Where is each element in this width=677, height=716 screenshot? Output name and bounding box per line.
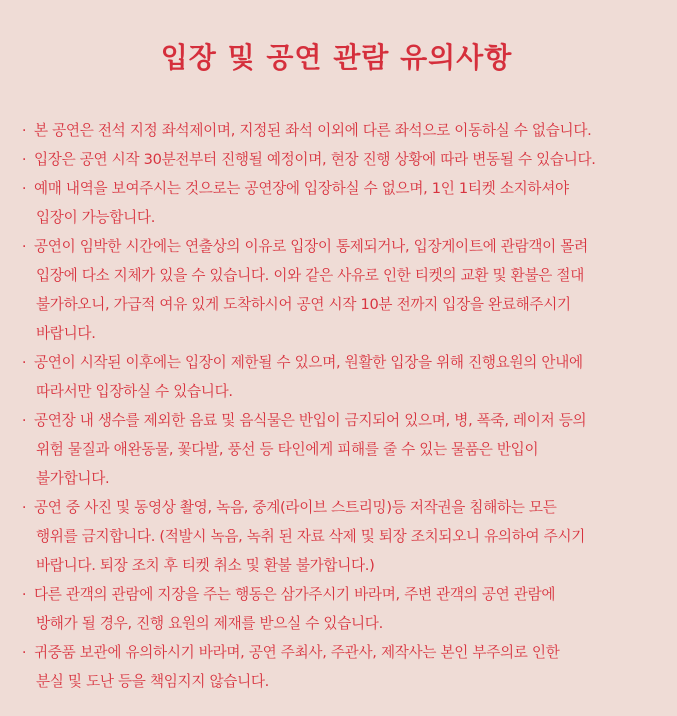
notice-text-line: 입장은 공연 시작 30분전부터 진행될 예정이며, 현장 진행 상황에 따라 변동될 수 있습니다. (34, 151, 596, 168)
notice-text-line: 입장이 가능합니다. (36, 209, 156, 226)
bullet-dot-icon: · (21, 180, 27, 197)
notice-item (18, 638, 655, 696)
notice-text-line: 방해가 될 경우, 진행 요원의 제재를 받으실 수 있습니다. (36, 615, 383, 632)
notice-list (18, 116, 655, 696)
notice-text-line: 불가합니다. (36, 470, 110, 487)
notice-text-line: 분실 및 도난 등을 책임지지 않습니다. (36, 673, 269, 690)
notice-item (18, 348, 655, 406)
bullet-dot-icon: · (21, 122, 27, 139)
notice-text-line: 바랍니다. (36, 325, 96, 342)
page-title: 입장 및 공연 관람 유의사항 (160, 41, 513, 74)
notice-item (18, 493, 655, 580)
bullet-dot-icon: · (21, 644, 27, 661)
notice-item (18, 232, 655, 348)
notice-item (18, 174, 655, 232)
bullet-dot-icon: · (21, 354, 27, 371)
notice-text-line: 공연이 시작된 이후에는 입장이 제한될 수 있으며, 원활한 입장을 위해 진행요원의 안내에 (34, 354, 583, 371)
notice-text-line: 행위를 금지합니다. (적발시 녹음, 녹취 된 자료 삭제 및 퇴장 조치되오니 유의하여 주시기 (36, 528, 586, 545)
notice-item (18, 406, 655, 493)
bullet-dot-icon: · (21, 151, 27, 168)
notice-item (18, 116, 655, 145)
notice-text-line: 공연 중 사진 및 동영상 촬영, 녹음, 중계(라이브 스트리밍)등 저작권을 침해하는 모든 (34, 499, 557, 516)
notice-item (18, 145, 655, 174)
notice-text-line: 공연장 내 생수를 제외한 음료 및 음식물은 반입이 금지되어 있으며, 병, 폭죽, 레이저 등의 (34, 412, 587, 429)
notice-text-line: 위험 물질과 애완동물, 꽃다발, 풍선 등 타인에게 피해를 줄 수 있는 물품은 반입이 (36, 441, 539, 458)
bullet-dot-icon: · (21, 412, 27, 429)
notice-text-line: 불가하오니, 가급적 여유 있게 도착하시어 공연 시작 10분 전까지 입장을 완료해주시기 (36, 296, 571, 313)
notice-text-line: 예매 내역을 보여주시는 것으로는 공연장에 입장하실 수 없으며, 1인 1티켓 소지하셔야 (34, 180, 569, 197)
notice-text-line: 입장에 다소 지체가 있을 수 있습니다. 이와 같은 사유로 인한 티켓의 교환 및 환불은 절대 (36, 267, 585, 284)
notice-item (18, 580, 655, 638)
bullet-dot-icon: · (21, 499, 27, 516)
notice-text-line: 다른 관객의 관람에 지장을 주는 행동은 삼가주시기 바라며, 주변 관객의 공연 관람에 (34, 586, 556, 603)
notice-text-line: 바랍니다. 퇴장 조치 후 티켓 취소 및 환불 불가합니다.) (36, 557, 375, 574)
notice-text-line: 귀중품 보관에 유의하시기 바라며, 공연 주최사, 주관사, 제작사는 본인 부주의로 인한 (34, 644, 560, 661)
bullet-dot-icon: · (21, 586, 27, 603)
notice-text-line: 공연이 임박한 시간에는 연출상의 이유로 입장이 통제되거나, 입장게이트에 관람객이 몰려 (34, 238, 588, 255)
notice-text-line: 본 공연은 전석 지정 좌석제이며, 지정된 좌석 이외에 다른 좌석으로 이동하실 수 없습니다. (34, 122, 592, 139)
notice-text-line: 따라서만 입장하실 수 있습니다. (36, 383, 233, 400)
bullet-dot-icon: · (21, 238, 27, 255)
